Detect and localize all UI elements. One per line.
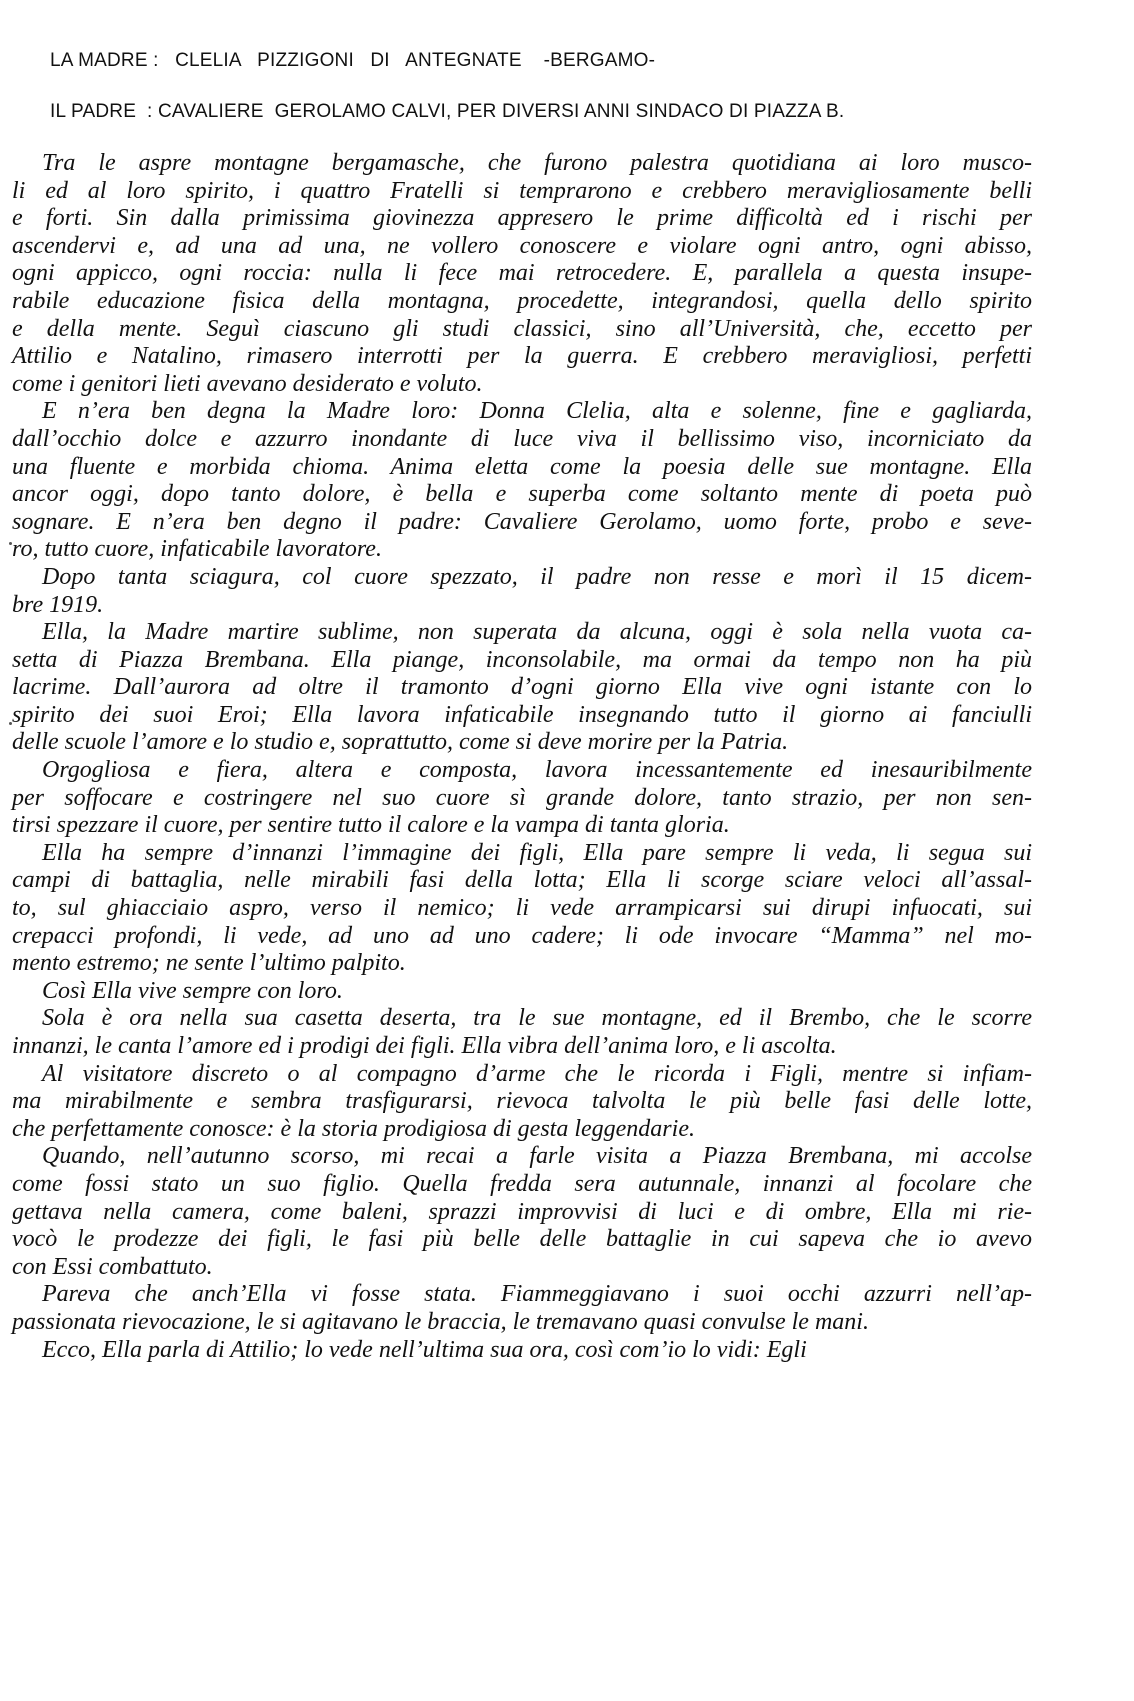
text-line: dall’occhio dolce e azzurro inondante di luce viva il bellissimo viso, incorniciato da — [12, 425, 1032, 452]
paragraph — [12, 1143, 1032, 1281]
text-line: Sola è ora nella sua casetta deserta, tra le sue montagne, ed il Brembo, che le scorre — [42, 1005, 1032, 1032]
paragraph — [12, 840, 1032, 978]
body-text — [12, 150, 1032, 1364]
text-line: gettava nella camera, come baleni, sprazzi improvvisi di luci e di ombre, Ella mi rie- — [12, 1198, 1032, 1225]
text-line: come fossi stato un suo figlio. Quella fredda sera autunnale, innanzi al focolare che — [12, 1170, 1032, 1197]
text-line: Tra le aspre montagne bergamasche, che furono palestra quotidiana ai loro musco- — [42, 150, 1032, 176]
paragraph — [12, 978, 1032, 1006]
text-line: tirsi spezzare il cuore, per sentire tutto il calore e la vampa di tanta gloria. — [12, 812, 730, 839]
text-line: Pareva che anch’Ella vi fosse stata. Fiammeggiavano i suoi occhi azzurri nell’ap- — [42, 1281, 1032, 1308]
text-line: bre 1919. — [12, 591, 104, 618]
text-line: e forti. Sin dalla primissima giovinezza appresero le prime difficoltà ed i rischi per — [12, 205, 1032, 232]
text-line: to, sul ghiacciaio aspro, verso il nemico; li vede arrampicarsi sui dirupi infuocati, sui — [12, 895, 1032, 922]
text-line: Orgogliosa e fiera, altera e composta, lavora incessantemente ed inesauribilmente — [42, 757, 1032, 784]
paragraph — [12, 619, 1032, 757]
paragraph — [12, 398, 1032, 564]
text-line: Al visitatore discreto o al compagno d’arme che le ricorda i Figli, mentre si infiam- — [42, 1060, 1032, 1087]
text-line: Ella, la Madre martire sublime, non superata da alcuna, oggi è sola nella vuota ca- — [42, 619, 1032, 646]
text-line: rabile educazione fisica della montagna, procedette, integrandosi, quella dello spirito — [12, 287, 1032, 314]
paragraph — [12, 757, 1032, 840]
text-line: delle scuole l’amore e lo studio e, soprattutto, come si deve morire per la Patria. — [12, 729, 789, 756]
text-line: ogni appicco, ogni roccia: nulla li fece mai retrocedere. E, parallela a questa insupe- — [12, 260, 1032, 287]
text-line: ancor oggi, dopo tanto dolore, è bella e superba come soltanto mente di poeta può — [12, 481, 1032, 508]
paragraph — [12, 1337, 1032, 1365]
text-line: ro, tutto cuore, infaticabile lavoratore. — [12, 536, 382, 563]
scan-speck — [9, 722, 12, 725]
text-line: Ecco, Ella parla di Attilio; lo vede nell’ultima sua ora, così com’io lo vidi: Egli — [42, 1336, 807, 1363]
text-line: sognare. E n’era ben degno il padre: Cavaliere Gerolamo, uomo forte, probo e seve- — [12, 508, 1032, 535]
text-line: Quando, nell’autunno scorso, mi recai a farle visita a Piazza Brembana, mi accolse — [42, 1143, 1032, 1170]
header-father-line: IL PADRE : CAVALIERE GEROLAMO CALVI, PER DIVERSI ANNI SINDACO DI PIAZZA B. — [50, 101, 845, 122]
text-line: come i genitori lieti avevano desiderato e voluto. — [12, 370, 483, 397]
text-line: setta di Piazza Brembana. Ella piange, inconsolabile, ma ormai da tempo non ha più — [12, 646, 1032, 673]
text-line: ma mirabilmente e sembra trasfigurarsi, rievoca talvolta le più belle fasi delle lotte, — [12, 1088, 1032, 1115]
text-line: per soffocare e costringere nel suo cuore sì grande dolore, tanto strazio, per non sen- — [12, 784, 1032, 811]
text-line: e della mente. Seguì ciascuno gli studi classici, sino all’Università, che, eccetto per — [12, 315, 1032, 342]
text-line: Così Ella vive sempre con loro. — [42, 977, 343, 1004]
header-mother-line: LA MADRE : CLELIA PIZZIGONI DI ANTEGNATE -BERGAMO- — [50, 50, 656, 71]
text-line: ascendervi e, ad una ad una, ne vollero conoscere e violare ogni antro, ogni abisso, — [12, 232, 1032, 259]
paragraph — [12, 1061, 1032, 1144]
text-line: vocò le prodezze dei figli, le fasi più belle delle battaglie in cui sapeva che io avevo — [12, 1226, 1032, 1253]
paragraph — [12, 564, 1032, 619]
paragraph — [12, 1281, 1032, 1336]
text-line: Attilio e Natalino, rimasero interrotti per la guerra. E crebbero meravigliosi, perfetti — [12, 343, 1032, 370]
text-line: Ella ha sempre d’innanzi l’immagine dei figli, Ella pare sempre li veda, li segua sui — [42, 839, 1032, 866]
text-line: campi di battaglia, nelle mirabili fasi della lotta; Ella li scorge sciare veloci all’assal- — [12, 867, 1032, 894]
text-line: E n’era ben degna la Madre loro: Donna Clelia, alta e solenne, fine e gagliarda, — [42, 398, 1032, 425]
scan-speck — [9, 542, 12, 545]
text-line: passionata rievocazione, le si agitavano le braccia, le tremavano quasi convulse le mani. — [12, 1308, 869, 1335]
paragraph — [12, 150, 1032, 398]
text-line: crepacci profondi, li vede, ad uno ad uno cadere; li ode invocare “Mamma” nel mo- — [12, 922, 1032, 949]
text-line: mento estremo; ne sente l’ultimo palpito. — [12, 950, 406, 977]
text-line: Dopo tanta sciagura, col cuore spezzato, il padre non resse e morì il 15 dicem- — [42, 563, 1032, 590]
text-line: lacrime. Dall’aurora ad oltre il tramonto d’ogni giorno Ella vive ogni istante con lo — [12, 674, 1032, 701]
text-line: spirito dei suoi Eroi; Ella lavora infaticabile insegnando tutto il giorno ai fanciulli — [12, 701, 1032, 728]
text-line: con Essi combattuto. — [12, 1253, 213, 1280]
text-line: innanzi, le canta l’amore ed i prodigi dei figli. Ella vibra dell’anima loro, e li ascolta. — [12, 1033, 837, 1059]
text-line: li ed al loro spirito, i quattro Fratelli si temprarono e crebbero meravigliosamente belli — [12, 177, 1032, 204]
text-line: una fluente e morbida chioma. Anima eletta come la poesia delle sue montagne. Ella — [12, 453, 1032, 480]
paragraph — [12, 1005, 1032, 1060]
text-line: che perfettamente conosce: è la storia prodigiosa di gesta leggendarie. — [12, 1115, 695, 1142]
